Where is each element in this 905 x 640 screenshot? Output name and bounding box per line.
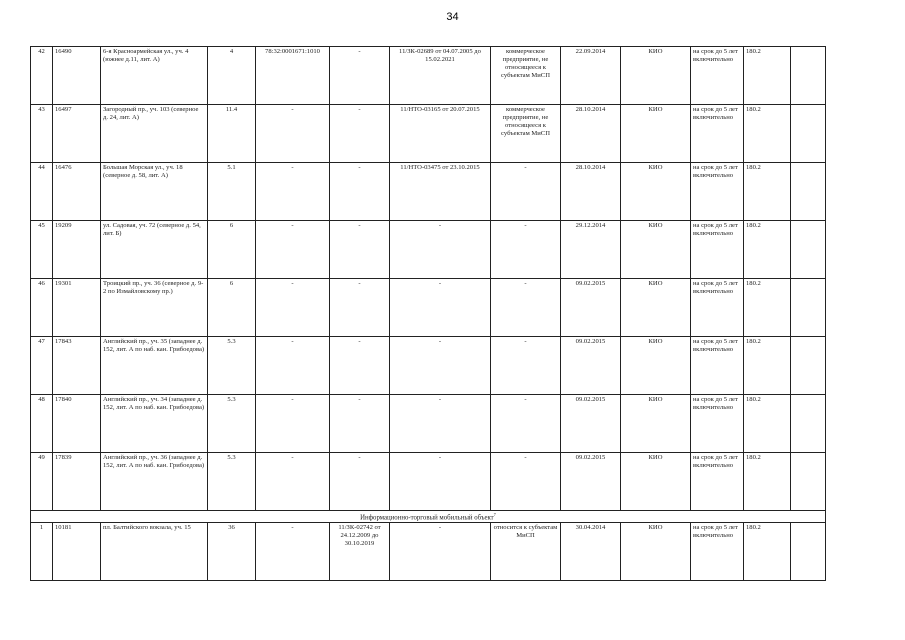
section-row xyxy=(31,511,826,523)
date: 09.02.2015 xyxy=(561,453,621,511)
contract: 11/НТО-03165 от 20.07.2015 xyxy=(390,105,491,163)
column-5: - xyxy=(330,163,390,221)
row-number: 42 xyxy=(31,47,53,105)
object-area: 4 xyxy=(208,47,256,105)
entity-type: - xyxy=(491,453,561,511)
code: 180.2 xyxy=(744,279,791,337)
organization: КИО xyxy=(621,395,691,453)
empty-cell xyxy=(791,337,826,395)
entity-type: коммерческое предприятие, не относящееся к субъектам МиСП xyxy=(491,105,561,163)
table-row xyxy=(31,395,826,453)
object-address: пл. Балтийского вокзала, уч. 15 xyxy=(101,523,208,581)
object-area: 11.4 xyxy=(208,105,256,163)
term: на срок до 5 лет включительно xyxy=(691,453,744,511)
object-area: 6 xyxy=(208,221,256,279)
object-address: Большая Морская ул., уч. 18 (северное д. 58, лит. А) xyxy=(101,163,208,221)
empty-cell xyxy=(791,163,826,221)
code: 180.2 xyxy=(744,337,791,395)
empty-cell xyxy=(791,523,826,581)
code: 180.2 xyxy=(744,163,791,221)
row-number: 49 xyxy=(31,453,53,511)
row-number: 46 xyxy=(31,279,53,337)
object-address: Английский пр., уч. 35 (западнее д. 152, лит. А по наб. кан. Грибоедова) xyxy=(101,337,208,395)
code: 180.2 xyxy=(744,47,791,105)
contract: - xyxy=(390,337,491,395)
column-5: 11/ЗК-02742 от 24.12.2009 до 30.10.2019 xyxy=(330,523,390,581)
contract: - xyxy=(390,453,491,511)
organization: КИО xyxy=(621,337,691,395)
table-row xyxy=(31,337,826,395)
column-5: - xyxy=(330,337,390,395)
date: 30.04.2014 xyxy=(561,523,621,581)
term: на срок до 5 лет включительно xyxy=(691,337,744,395)
cadastral-number: - xyxy=(256,395,330,453)
object-id: 17843 xyxy=(53,337,101,395)
entity-type: относится к субъектам МиСП xyxy=(491,523,561,581)
empty-cell xyxy=(791,221,826,279)
section-title-text: Информационно-торговый мобильный объект xyxy=(360,514,494,522)
term: на срок до 5 лет включительно xyxy=(691,163,744,221)
page-number: 34 xyxy=(446,11,459,23)
empty-cell xyxy=(791,395,826,453)
column-5: - xyxy=(330,221,390,279)
object-area: 5.1 xyxy=(208,163,256,221)
object-area: 5.3 xyxy=(208,453,256,511)
row-number: 48 xyxy=(31,395,53,453)
object-id: 16490 xyxy=(53,47,101,105)
organization: КИО xyxy=(621,523,691,581)
entity-type: коммерческое предприятие, не относящееся к субъектам МиСП xyxy=(491,47,561,105)
date: 09.02.2015 xyxy=(561,279,621,337)
code: 180.2 xyxy=(744,523,791,581)
object-address: Английский пр., уч. 36 (западнее д. 152, лит. А по наб. кан. Грибоедова) xyxy=(101,453,208,511)
organization: КИО xyxy=(621,105,691,163)
organization: КИО xyxy=(621,221,691,279)
row-number: 44 xyxy=(31,163,53,221)
code: 180.2 xyxy=(744,105,791,163)
column-5: - xyxy=(330,47,390,105)
organization: КИО xyxy=(621,279,691,337)
cadastral-number: 78:32:0001671:1010 xyxy=(256,47,330,105)
objects-table xyxy=(30,46,826,581)
code: 180.2 xyxy=(744,453,791,511)
object-id: 16476 xyxy=(53,163,101,221)
contract: - xyxy=(390,279,491,337)
date: 09.02.2015 xyxy=(561,337,621,395)
column-5: - xyxy=(330,279,390,337)
object-address: Загородный пр., уч. 103 (северное д. 24, лит. А) xyxy=(101,105,208,163)
row-number: 43 xyxy=(31,105,53,163)
object-area: 6 xyxy=(208,279,256,337)
column-5: - xyxy=(330,395,390,453)
organization: КИО xyxy=(621,163,691,221)
object-address: ул. Садовая, уч. 72 (северное д. 54, лит. Б) xyxy=(101,221,208,279)
term: на срок до 5 лет включительно xyxy=(691,279,744,337)
object-id: 10181 xyxy=(53,523,101,581)
object-id: 19301 xyxy=(53,279,101,337)
object-address: Английский пр., уч. 34 (западнее д. 152, лит. А по наб. кан. Грибоедова) xyxy=(101,395,208,453)
contract: - xyxy=(390,523,491,581)
empty-cell xyxy=(791,279,826,337)
row-number: 47 xyxy=(31,337,53,395)
term: на срок до 5 лет включительно xyxy=(691,523,744,581)
term: на срок до 5 лет включительно xyxy=(691,395,744,453)
object-area: 5.3 xyxy=(208,395,256,453)
empty-cell xyxy=(791,105,826,163)
object-id: 17839 xyxy=(53,453,101,511)
entity-type: - xyxy=(491,279,561,337)
cadastral-number: - xyxy=(256,163,330,221)
cadastral-number: - xyxy=(256,523,330,581)
empty-cell xyxy=(791,453,826,511)
contract: - xyxy=(390,395,491,453)
cadastral-number: - xyxy=(256,337,330,395)
table-row xyxy=(31,523,826,581)
section-footnote-mark: 7 xyxy=(493,512,496,517)
object-address: Троицкий пр., уч. 36 (северное д. 9-2 по Измайловскому пр.) xyxy=(101,279,208,337)
object-id: 19209 xyxy=(53,221,101,279)
contract: 11/ЗК-02689 от 04.07.2005 до 15.02.2021 xyxy=(390,47,491,105)
cadastral-number: - xyxy=(256,453,330,511)
object-address: 6-я Красноармейская ул., уч. 4 (южнее д.11, лит. А) xyxy=(101,47,208,105)
code: 180.2 xyxy=(744,395,791,453)
date: 29.12.2014 xyxy=(561,221,621,279)
object-id: 16497 xyxy=(53,105,101,163)
date: 28.10.2014 xyxy=(561,163,621,221)
entity-type: - xyxy=(491,221,561,279)
column-5: - xyxy=(330,453,390,511)
object-area: 5.3 xyxy=(208,337,256,395)
contract: - xyxy=(390,221,491,279)
column-5: - xyxy=(330,105,390,163)
cadastral-number: - xyxy=(256,105,330,163)
term: на срок до 5 лет включительно xyxy=(691,105,744,163)
term: на срок до 5 лет включительно xyxy=(691,47,744,105)
table-row xyxy=(31,47,826,105)
date: 22.09.2014 xyxy=(561,47,621,105)
empty-cell xyxy=(791,47,826,105)
code: 180.2 xyxy=(744,221,791,279)
entity-type: - xyxy=(491,395,561,453)
entity-type: - xyxy=(491,337,561,395)
organization: КИО xyxy=(621,47,691,105)
table-row xyxy=(31,163,826,221)
table-row xyxy=(31,221,826,279)
cadastral-number: - xyxy=(256,279,330,337)
organization: КИО xyxy=(621,453,691,511)
row-number: 1 xyxy=(31,523,53,581)
table-row xyxy=(31,279,826,337)
row-number: 45 xyxy=(31,221,53,279)
entity-type: - xyxy=(491,163,561,221)
date: 28.10.2014 xyxy=(561,105,621,163)
contract: 11/НТО-03475 от 23.10.2015 xyxy=(390,163,491,221)
object-area: 36 xyxy=(208,523,256,581)
term: на срок до 5 лет включительно xyxy=(691,221,744,279)
date: 09.02.2015 xyxy=(561,395,621,453)
section-title xyxy=(31,511,826,523)
table-row xyxy=(31,105,826,163)
table-row xyxy=(31,453,826,511)
object-id: 17840 xyxy=(53,395,101,453)
cadastral-number: - xyxy=(256,221,330,279)
